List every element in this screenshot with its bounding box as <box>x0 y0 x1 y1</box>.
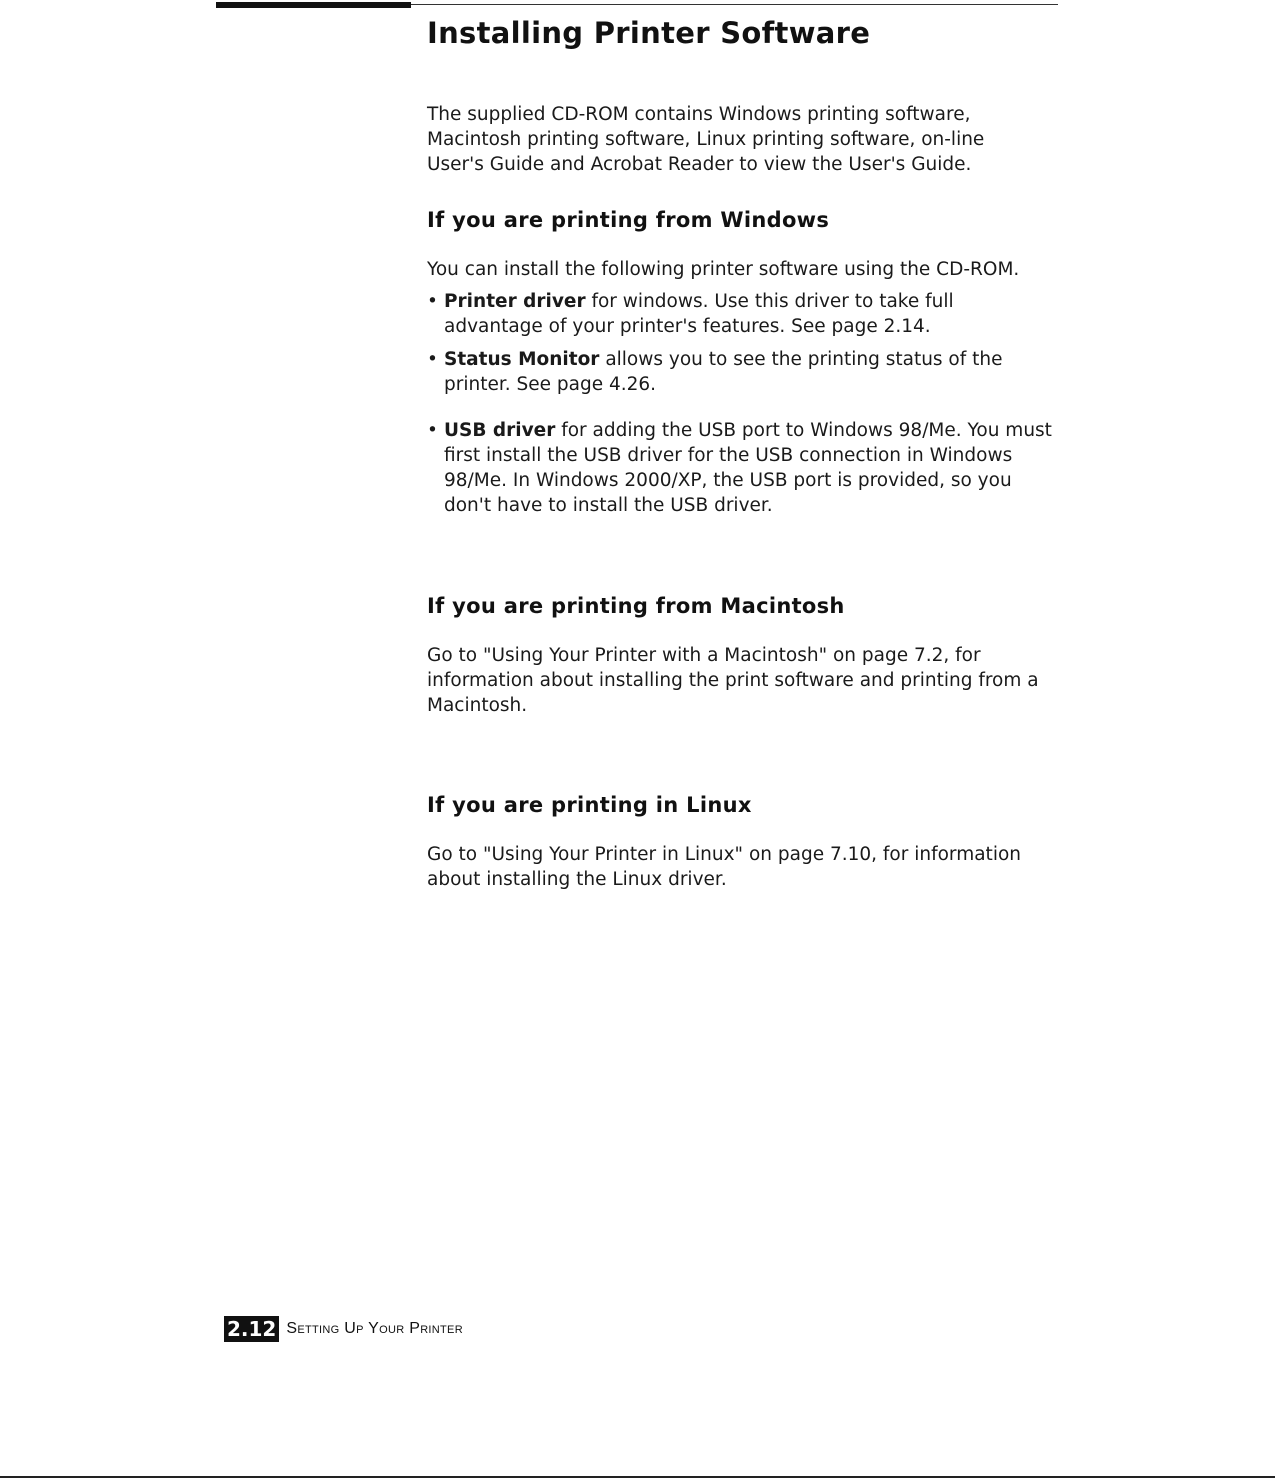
page-footer <box>224 1316 463 1342</box>
header-rule-thick <box>216 2 411 8</box>
bullet-icon: • <box>427 420 438 441</box>
list-item <box>427 289 1057 339</box>
list-item <box>427 347 1057 397</box>
chapter-title: Setting Up Your Printer <box>286 1320 463 1337</box>
list-item <box>427 418 1057 518</box>
bullet-icon: • <box>427 349 438 370</box>
page-title: Installing Printer Software <box>427 16 871 50</box>
windows-section-heading: If you are printing from Windows <box>427 208 830 232</box>
bullet-icon: • <box>427 291 438 312</box>
bullet-text: allows you to see the printing status of the printer. See page 4.26. <box>444 349 1003 395</box>
header-rule-thin <box>411 4 1058 5</box>
windows-intro-paragraph: You can install the following printer software using the CD-ROM. <box>427 259 1020 280</box>
macintosh-section-heading: If you are printing from Macintosh <box>427 594 845 618</box>
bullet-text: for windows. Use this driver to take full advantage of your printer's features. See page 2.14. <box>444 291 954 337</box>
linux-section-heading: If you are printing in Linux <box>427 793 752 817</box>
bottom-rule <box>0 1476 1275 1478</box>
bullet-term: USB driver <box>444 420 556 441</box>
bullet-term: Printer driver <box>444 291 586 312</box>
macintosh-paragraph: Go to "Using Your Printer with a Macintosh" on page 7.2, for information about installing the print software and printing from a Macintosh. <box>427 645 1039 716</box>
linux-paragraph: Go to "Using Your Printer in Linux" on page 7.10, for information about installing the Linux driver. <box>427 844 1021 890</box>
bullet-term: Status Monitor <box>444 349 600 370</box>
page-number-badge: 2.12 <box>224 1316 279 1342</box>
bullet-text: for adding the USB port to Windows 98/Me. You must first install the USB driver for the USB connection in Windows 98/Me. In Windows 2000/XP, the USB port is provided, so you don't have to install the USB driver. <box>444 420 1052 516</box>
intro-paragraph: The supplied CD-ROM contains Windows printing software, Macintosh printing software, Linux printing software, on-line User's Guide and Acrobat Reader to view the User's Guide. <box>427 104 985 175</box>
